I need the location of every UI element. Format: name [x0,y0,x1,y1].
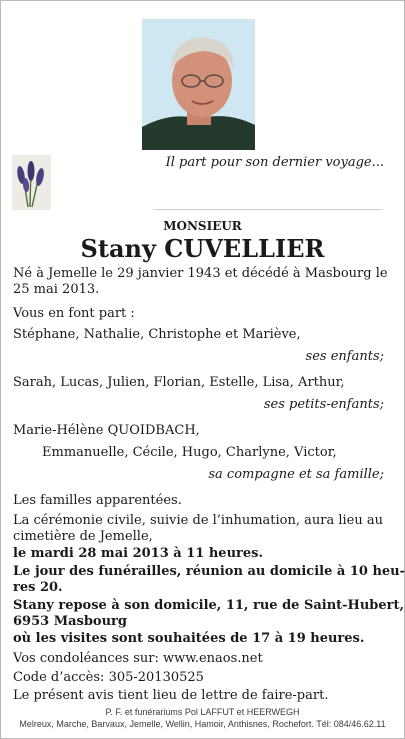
birth-death-line-2: 25 mai 2013. [13,282,100,297]
deceased-name: Stany CUVELLIER [80,234,325,263]
birth-death-line-1: Né à Jemelle le 29 janvier 1943 et décédé à Masbourg le [13,266,388,281]
companion-family-names: Emmanuelle, Cécile, Hugo, Charlyne, Victor, [42,445,337,460]
footer-locations: Melreux, Marche, Barvaux, Jemelle, Wellin, Hamoir, Anthisnes, Rochefort. Tél: 084/46.62.11 [19,719,386,729]
announce-line: Vous en font part : [13,306,135,321]
honorific: MONSIEUR [163,219,242,233]
quote-line: Il part pour son dernier voyage... [165,155,384,170]
ceremony-line-2: cimetière de Jemelle, [13,529,153,544]
notice-note: Le présent avis tient lieu de lettre de faire-part. [13,688,329,703]
footer-funeral-home: P. F. et funérariums Pol LAFFUT et HEERWEGH [105,707,300,717]
gathering-line-1: Le jour des funérailles, réunion au domicile à 10 heu- [13,564,405,579]
grandchildren-role: ses petits-enfants; [263,397,384,412]
companion-role: sa compagne et sa famille; [208,467,384,482]
portrait-photo [142,19,255,150]
lavender-icon [12,155,51,210]
visits-line: où les visites sont souhaitées de 17 à 19 heures. [13,631,365,646]
portrait-illustration [142,19,255,150]
access-code-line: Code d’accès: 305-20130525 [13,670,204,685]
repose-line-1: Stany repose à son domicile, 11, rue de Saint-Hubert, [13,598,405,613]
lavender-flower-image [12,155,51,210]
grandchildren-names: Sarah, Lucas, Julien, Florian, Estelle, Lisa, Arthur, [13,375,345,390]
children-names: Stéphane, Nathalie, Christophe et Mariève, [13,327,301,342]
ceremony-line-1: La cérémonie civile, suivie de l’inhumation, aura lieu au [13,513,383,528]
divider [153,209,383,210]
children-role: ses enfants; [305,349,384,364]
families-line: Les familles apparentées. [13,493,182,508]
ceremony-date: le mardi 28 mai 2013 à 11 heures. [13,546,263,561]
companion-name: Marie-Hélène QUOIDBACH, [13,423,200,438]
condolences-line: Vos condoléances sur: www.enaos.net [13,651,263,666]
repose-line-2: 6953 Masbourg [13,614,127,629]
gathering-line-2: res 20. [13,580,63,595]
